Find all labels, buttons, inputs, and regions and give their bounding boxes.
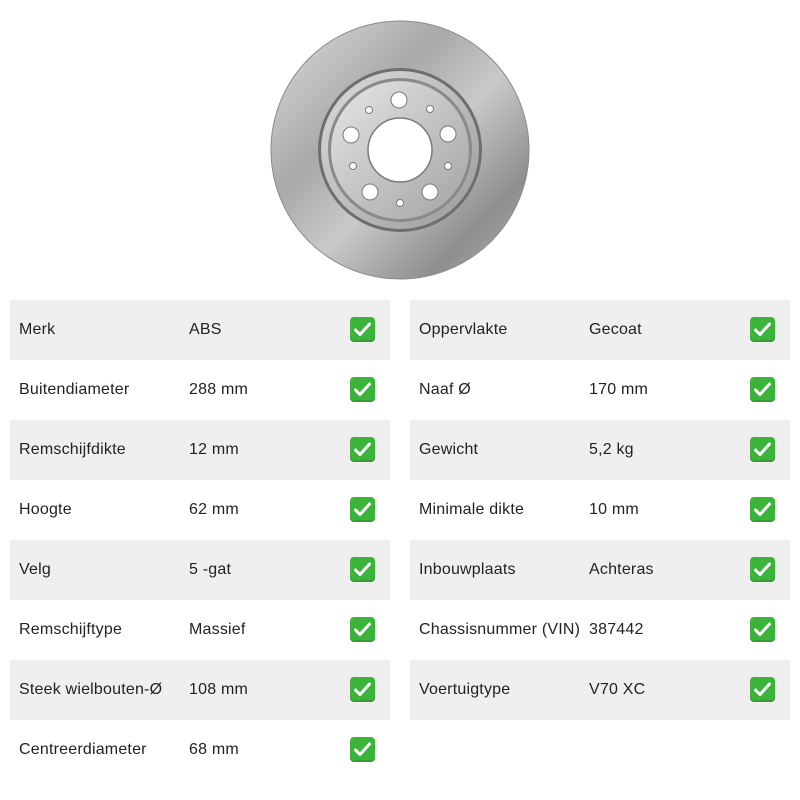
spec-row (10, 600, 390, 660)
spec-value: V70 XC (589, 681, 646, 698)
check-mark-icon (750, 437, 775, 462)
spec-row (10, 360, 390, 420)
spec-label: Steek wielbouten-Ø (19, 681, 163, 698)
spec-value: 12 mm (189, 441, 239, 458)
spec-label: Inbouwplaats (419, 561, 516, 578)
spec-label: Merk (19, 321, 56, 338)
check-mark-icon (350, 737, 375, 762)
spec-row (410, 600, 790, 660)
spec-value: 170 mm (589, 381, 648, 398)
spec-label: Remschijfdikte (19, 441, 126, 458)
spec-value: Achteras (589, 561, 654, 578)
spec-row (10, 720, 390, 780)
spec-value: 62 mm (189, 501, 239, 518)
spec-row (10, 660, 390, 720)
brake-disc-image (270, 20, 530, 280)
spec-value: ABS (189, 321, 222, 338)
spec-label: Centreerdiameter (19, 741, 147, 758)
spec-label: Buitendiameter (19, 381, 130, 398)
spec-value: 108 mm (189, 681, 248, 698)
specs-table-right (410, 300, 790, 720)
spec-label: Gewicht (419, 441, 479, 458)
check-mark-icon (350, 377, 375, 402)
spec-label: Naaf Ø (419, 381, 471, 398)
spec-value: 5 -gat (189, 561, 232, 578)
check-mark-icon (350, 497, 375, 522)
spec-row (410, 360, 790, 420)
spec-value: 10 mm (589, 501, 639, 518)
check-mark-icon (350, 617, 375, 642)
check-mark-icon (750, 557, 775, 582)
spec-row (10, 480, 390, 540)
spec-label: Minimale dikte (419, 501, 525, 518)
spec-label: Velg (19, 561, 51, 578)
spec-value: Gecoat (589, 321, 642, 338)
check-mark-icon (750, 497, 775, 522)
check-mark-icon (350, 317, 375, 342)
spec-row (410, 540, 790, 600)
spec-row (10, 420, 390, 480)
brake-disc-icon (270, 20, 530, 280)
check-mark-icon (750, 317, 775, 342)
spec-value: 68 mm (189, 741, 239, 758)
check-mark-icon (750, 377, 775, 402)
spec-row (10, 300, 390, 360)
spec-value: Massief (189, 621, 246, 638)
spec-label: Chassisnummer (VIN) (419, 621, 581, 638)
specs-table-left (10, 300, 390, 780)
spec-row (10, 540, 390, 600)
spec-row (410, 480, 790, 540)
check-mark-icon (750, 617, 775, 642)
spec-label: Remschijftype (19, 621, 123, 638)
spec-value: 288 mm (189, 381, 248, 398)
check-mark-icon (350, 677, 375, 702)
spec-value: 5,2 kg (589, 441, 634, 458)
spec-row (410, 420, 790, 480)
check-mark-icon (350, 557, 375, 582)
spec-label: Hoogte (19, 501, 72, 518)
spec-row (410, 660, 790, 720)
spec-value: 387442 (589, 621, 644, 638)
check-mark-icon (750, 677, 775, 702)
spec-label: Oppervlakte (419, 321, 508, 338)
check-mark-icon (350, 437, 375, 462)
spec-label: Voertuigtype (419, 681, 511, 698)
spec-row (410, 300, 790, 360)
